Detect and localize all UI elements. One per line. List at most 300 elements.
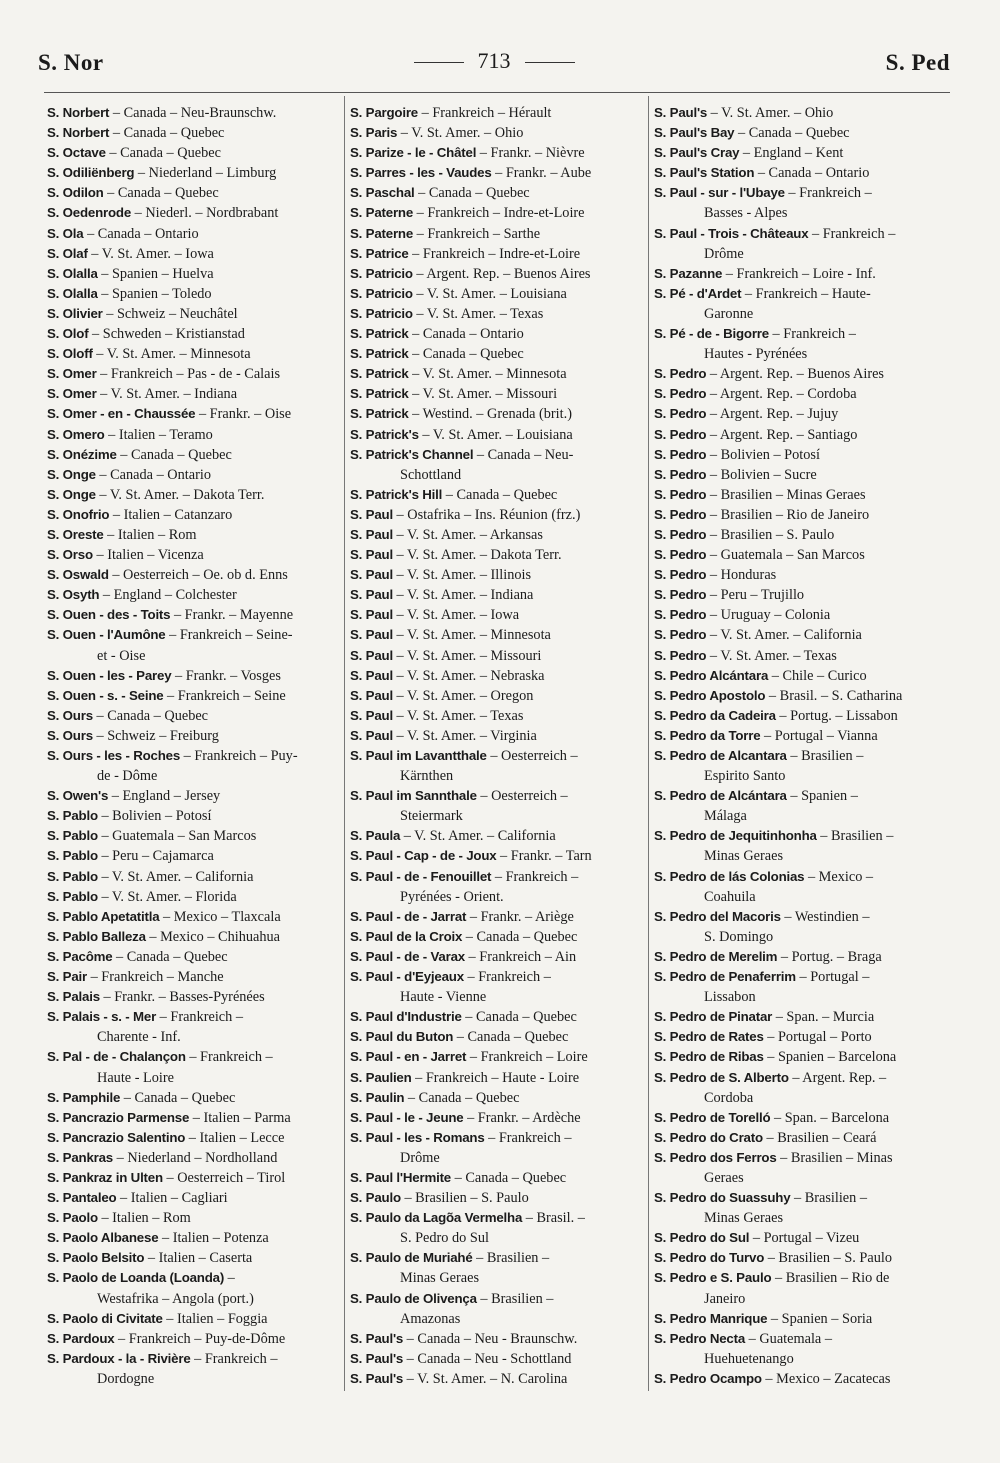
entry-place-name: S. Pé - d'Ardet (654, 285, 742, 301)
entry-location: – Italien – Teramo (104, 426, 213, 443)
entry-location: – Canada – Quebec (103, 185, 219, 202)
entry-place-name: S. Palais (47, 989, 100, 1005)
entry-place-name: S. Patrick (350, 326, 409, 342)
entry-place-name: S. Patrick's Hill (350, 486, 443, 502)
entry-place-name: S. Onofrio (47, 506, 110, 522)
entry-place-name: S. Paula (350, 828, 401, 844)
gazetteer-entry (350, 826, 642, 846)
gazetteer-entry (654, 1369, 952, 1389)
gazetteer-entry (350, 786, 642, 826)
entry-location: – Brasilien – (790, 1190, 868, 1207)
gazetteer-entry (47, 1228, 339, 1248)
gazetteer-entry (654, 1047, 952, 1067)
entry-place-name: S. Paul de la Croix (350, 928, 463, 944)
gazetteer-entry (47, 203, 339, 223)
entry-location: – Portugal – (795, 969, 870, 986)
gazetteer-entry (47, 686, 339, 706)
entry-place-name: S. Pedro de Alcántara (654, 788, 787, 804)
entry-location: – Canada – Quebec (109, 125, 225, 142)
entry-place-name: S. Pedro (654, 647, 707, 663)
entry-place-name: S. Paul (350, 607, 393, 623)
entry-place-name: S. Pedro (654, 607, 707, 623)
entry-place-name: S. Pedro de Jequitinhonha (654, 828, 817, 844)
entry-location: – Canada – Neu-Braunschw. (109, 105, 277, 121)
entry-place-name: S. Onge (47, 466, 96, 482)
entry-continuation: Steiermark (400, 808, 463, 825)
entry-place-name: S. Pazanne (654, 265, 723, 281)
gazetteer-entry (654, 686, 952, 706)
gazetteer-entry (47, 425, 339, 445)
entry-place-name: S. Pedro do Sul (654, 1230, 750, 1246)
gazetteer-entry (654, 1068, 952, 1108)
gazetteer-entry (654, 967, 952, 1007)
gazetteer-entry (47, 103, 339, 123)
entry-place-name: S. Ouen - s. - Seine (47, 687, 164, 703)
entry-location: – Oesterreich – (476, 788, 568, 805)
gazetteer-entry (47, 505, 339, 525)
gazetteer-entry (654, 625, 952, 645)
entry-place-name: S. Ola (47, 225, 84, 241)
entry-place-name: S. Patrick's Channel (350, 446, 474, 462)
entry-location: – Brasilien – Rio de (771, 1270, 890, 1287)
gazetteer-entry (654, 545, 952, 565)
entry-location: – Canada – Quebec (442, 486, 558, 503)
entry-location: – Canada – Quebec (408, 346, 524, 363)
entry-location: – Spanien – Toledo (97, 285, 212, 302)
entry-place-name: S. Oloff (47, 346, 93, 362)
gazetteer-entry (350, 1188, 642, 1208)
entry-location: – Canada – Quebec (116, 446, 232, 463)
entry-location: – Italien – Vicenza (92, 547, 204, 564)
entry-location: – Italien – Rom (97, 1210, 191, 1227)
gazetteer-entry (47, 364, 339, 384)
header-left-catchword: S. Nor (38, 50, 104, 75)
gazetteer-entry (350, 967, 642, 1007)
entry-continuation: Charente - Inf. (97, 1029, 181, 1046)
entry-place-name: S. Pancrazio Parmense (47, 1109, 190, 1125)
entry-continuation: Geraes (704, 1169, 744, 1186)
entry-place-name: S. Paul - de - Jarrat (350, 908, 467, 924)
entry-location: – Oesterreich – (486, 748, 578, 764)
entry-location: – Schweden – Kristianstad (88, 326, 245, 343)
gazetteer-entry (350, 1289, 642, 1329)
entry-location: – Argent. Rep. – Santiago (706, 426, 858, 443)
gazetteer-entry (350, 686, 642, 706)
gazetteer-entry (654, 505, 952, 525)
entry-place-name: S. Norbert (47, 105, 110, 120)
entry-place-name: S. Paul - d'Eyjeaux (350, 969, 464, 985)
entry-location: – Canada – Neu- (473, 446, 574, 463)
gazetteer-entry (654, 1027, 952, 1047)
entry-location: – England – Colchester (99, 587, 237, 604)
entry-place-name: S. Pankraz in Ulten (47, 1169, 163, 1185)
gazetteer-entry (350, 867, 642, 907)
entry-place-name: S. Paul im Sannthale (350, 788, 477, 804)
entry-continuation: Garonne (704, 305, 754, 322)
header-dash-right (525, 62, 575, 63)
entry-place-name: S. Pedro da Cadeira (654, 707, 776, 723)
entry-location: – Schweiz – Neuchâtel (102, 305, 238, 322)
entry-location: – Canada – Quebec (414, 185, 530, 202)
gazetteer-entry (350, 706, 642, 726)
gazetteer-entry (654, 465, 952, 485)
gazetteer-entry (47, 927, 339, 947)
entry-continuation: Pyrénées - Orient. (400, 888, 504, 905)
gazetteer-entry (350, 344, 642, 364)
gazetteer-entry (47, 625, 339, 665)
gazetteer-entry (654, 224, 952, 264)
gazetteer-entry (654, 1128, 952, 1148)
entry-location: – V. St. Amer. – Virginia (392, 727, 537, 744)
gazetteer-entry (47, 726, 339, 746)
entry-place-name: S. Owen's (47, 788, 109, 804)
entry-location: – Bolivien – Sucre (706, 466, 817, 483)
entry-place-name: S. Paris (350, 125, 398, 141)
entry-location: – Chile – Curico (768, 667, 867, 684)
gazetteer-entry (47, 1007, 339, 1047)
entry-place-name: S. Paulin (350, 1089, 405, 1105)
gazetteer-entry (47, 987, 339, 1007)
entry-location: – Frankr. – Aube (491, 165, 592, 182)
entry-location: – Bolivien – Potosí (97, 808, 212, 825)
gazetteer-entry (47, 1088, 339, 1108)
entry-place-name: S. Paulo de Muriahé (350, 1250, 473, 1266)
gazetteer-entry (654, 1108, 952, 1128)
entry-location: – Brasilien – S. Paulo (400, 1190, 529, 1207)
entry-location: – Bolivien – Potosí (706, 446, 820, 463)
entry-place-name: S. Pedro del Macoris (654, 908, 781, 924)
entry-place-name: S. Pedro de Pinatar (654, 1009, 773, 1025)
entry-continuation: Espirito Santo (704, 768, 786, 785)
gazetteer-entry (350, 1329, 642, 1349)
index-column-3 (654, 103, 952, 1389)
header-dash-left (414, 62, 464, 63)
entry-location: – Argent. Rep. – (788, 1069, 887, 1086)
gazetteer-entry (654, 163, 952, 183)
entry-place-name: S. Pedro (654, 366, 707, 382)
entry-place-name: S. Pedro de Alcantara (654, 748, 787, 763)
gazetteer-entry (350, 565, 642, 585)
entry-location: – Frankreich – (156, 1009, 244, 1026)
entry-location: – Italien – Rom (103, 526, 197, 543)
entry-place-name: S. Pedro de Rates (654, 1029, 764, 1045)
entry-location: – Canada – Quebec (451, 1169, 567, 1186)
gazetteer-entry (47, 706, 339, 726)
gazetteer-entry (350, 183, 642, 203)
entry-place-name: S. Paul's (654, 105, 708, 120)
entry-location: – Portug. – Lissabon (775, 707, 898, 724)
gazetteer-entry (350, 505, 642, 525)
entry-location: – Canada – Quebec (461, 1009, 577, 1026)
entry-location: – Frankreich – Haute - Loire (411, 1069, 580, 1086)
gazetteer-entry (350, 1007, 642, 1027)
gazetteer-entry (654, 1248, 952, 1268)
gazetteer-entry (350, 927, 642, 947)
gazetteer-entry (47, 525, 339, 545)
gazetteer-entry (654, 425, 952, 445)
gazetteer-entry (47, 806, 339, 826)
gazetteer-entry (350, 485, 642, 505)
entry-place-name: S. Paterne (350, 205, 414, 221)
gazetteer-entry (350, 425, 642, 445)
entry-place-name: S. Pedro (654, 547, 707, 563)
gazetteer-entry (47, 183, 339, 203)
entry-location: – Portugal – Vizeu (749, 1230, 860, 1247)
entry-place-name: S. Paulo da Lagõa Vermelha (350, 1210, 523, 1226)
entry-place-name: S. Pablo (47, 848, 98, 864)
gazetteer-entry (350, 284, 642, 304)
gazetteer-entry (350, 244, 642, 264)
entry-place-name: S. Pedro (654, 446, 707, 462)
entry-place-name: S. Pablo (47, 828, 98, 844)
entry-location: – Frankreich – Hérault (418, 105, 552, 121)
entry-location: – V. St. Amer. – Iowa (87, 245, 214, 262)
entry-continuation: Kärnthen (400, 768, 454, 785)
entry-place-name: S. Pablo (47, 808, 98, 824)
entry-continuation: Hautes - Pyrénées (704, 346, 808, 363)
gazetteer-entry (47, 143, 339, 163)
gazetteer-entry (654, 284, 952, 324)
entry-location: – V. St. Amer. – Nebraska (392, 667, 545, 684)
entry-continuation: Coahuila (704, 888, 756, 905)
gazetteer-entry (654, 525, 952, 545)
entry-place-name: S. Parize - le - Châtel (350, 145, 477, 161)
entry-continuation: Lissabon (704, 989, 756, 1006)
gazetteer-entry (350, 445, 642, 485)
entry-place-name: S. Ours - les - Roches (47, 748, 181, 763)
entry-location: – Canada – Quebec (92, 707, 209, 724)
entry-continuation: Schottland (400, 466, 462, 483)
entry-place-name: S. Parres - les - Vaudes (350, 165, 492, 181)
entry-location: – Canada – Quebec (112, 948, 228, 965)
entry-place-name: S. Paul (350, 587, 393, 603)
entry-place-name: S. Pantaleo (47, 1190, 117, 1206)
entry-place-name: S. Patricio (350, 305, 413, 321)
entry-place-name: S. Pedro (654, 486, 707, 502)
entry-location: – Mexico – Chihuahua (145, 928, 280, 945)
entry-location: – V. St. Amer. – Missouri (392, 647, 542, 664)
entry-place-name: S. Pedro de Merelim (654, 948, 778, 964)
gazetteer-entry (654, 384, 952, 404)
entry-place-name: S. Pedro (654, 627, 707, 643)
gazetteer-entry (47, 1168, 339, 1188)
entry-place-name: S. Pedro (654, 506, 707, 522)
entry-location: – V. St. Amer. – Oregon (392, 687, 534, 704)
entry-location: – Brasilien – Rio de Janeiro (706, 506, 870, 523)
gazetteer-entry (654, 123, 952, 143)
gazetteer-entry (350, 1108, 642, 1128)
gazetteer-entry (350, 224, 642, 244)
entry-location: – Guatemala – San Marcos (97, 828, 257, 845)
entry-location: – Italien – Parma (189, 1109, 291, 1126)
gazetteer-entry (654, 1228, 952, 1248)
entry-location: – V. St. Amer. – Texas (392, 707, 524, 724)
entry-place-name: S. Pancrazio Salentino (47, 1129, 186, 1145)
entry-location: – Brasilien – Minas Geraes (706, 486, 866, 503)
entry-location: – Canada – Neu - Schottland (403, 1350, 572, 1367)
entry-place-name: S. Palais - s. - Mer (47, 1009, 157, 1025)
entry-location: – V. St. Amer. – Texas (706, 647, 837, 664)
entry-place-name: S. Oreste (47, 526, 104, 542)
entry-place-name: S. Omer (47, 386, 97, 402)
gazetteer-entry (47, 1268, 339, 1308)
entry-place-name: S. Paul (350, 667, 393, 683)
entry-location: – Canada – Quebec (734, 125, 850, 142)
entry-place-name: S. Pacôme (47, 948, 113, 964)
entry-location: – Canada – Ontario (408, 326, 524, 343)
entry-place-name: S. Paulo de Olivença (350, 1290, 477, 1306)
entry-location: – V. St. Amer. – Dakota Terr. (95, 486, 265, 503)
gazetteer-entry (350, 525, 642, 545)
entry-location: – Canada – Quebec (105, 145, 221, 162)
entry-place-name: S. Pal - de - Chalançon (47, 1049, 186, 1065)
entry-place-name: S. Pamphile (47, 1089, 121, 1105)
gazetteer-entry (47, 605, 339, 625)
gazetteer-entry (47, 565, 339, 585)
gazetteer-entry (654, 1309, 952, 1329)
gazetteer-entry (47, 887, 339, 907)
entry-place-name: S. Octave (47, 145, 106, 161)
gazetteer-entry (47, 1188, 339, 1208)
gazetteer-entry (47, 1108, 339, 1128)
entry-place-name: S. Pablo Apetatitla (47, 908, 160, 924)
gazetteer-entry (350, 304, 642, 324)
entry-place-name: S. Paolo di Civitate (47, 1310, 163, 1326)
entry-place-name: S. Paul (350, 547, 393, 563)
entry-continuation: Drôme (400, 1149, 440, 1166)
entry-location: – Brasilien – (786, 748, 864, 764)
gazetteer-entry (654, 565, 952, 585)
entry-location: – Frankreich – Ain (464, 948, 577, 965)
entry-place-name: S. Oswald (47, 567, 109, 583)
header-right-catchword: S. Ped (885, 50, 950, 75)
gazetteer-entry (654, 1188, 952, 1228)
gazetteer-entry (350, 384, 642, 404)
gazetteer-entry (350, 646, 642, 666)
entry-location: – Canada – Ontario (95, 466, 211, 483)
gazetteer-entry (47, 384, 339, 404)
gazetteer-entry (47, 244, 339, 264)
gazetteer-entry (47, 304, 339, 324)
entry-location: – Guatemala – San Marcos (706, 547, 865, 564)
gazetteer-entry (654, 324, 952, 364)
entry-location: – Schweiz – Freiburg (92, 727, 219, 744)
entry-place-name: S. Pedro de S. Alberto (654, 1069, 789, 1085)
entry-location: – Frankreich – (808, 225, 896, 242)
entry-place-name: S. Onézime (47, 446, 117, 462)
gazetteer-entry (350, 1349, 642, 1369)
entry-location: – Frankreich – Indre-et-Loire (408, 245, 581, 262)
entry-place-name: S. Norbert (47, 125, 110, 141)
entry-place-name: S. Paul's Bay (654, 125, 735, 141)
entry-place-name: S. Pedro dos Ferros (654, 1149, 777, 1165)
entry-location: – Canada – Quebec (462, 928, 578, 945)
entry-place-name: S. Patrick (350, 366, 409, 382)
entry-place-name: S. Pedro (654, 406, 707, 422)
gazetteer-entry (47, 324, 339, 344)
entry-place-name: S. Paulo (350, 1190, 401, 1206)
entry-location: – Frankr. – Oise (195, 406, 292, 423)
entry-continuation: Haute - Loire (97, 1069, 175, 1086)
entry-place-name: S. Paschal (350, 185, 415, 201)
entry-location: – Frankreich – (491, 868, 579, 885)
entry-place-name: S. Orso (47, 547, 93, 563)
gazetteer-entry (654, 264, 952, 284)
entry-place-name: S. Pedro Ocampo (654, 1370, 762, 1386)
gazetteer-entry (47, 1309, 339, 1329)
gazetteer-entry (350, 203, 642, 223)
entry-place-name: S. Patrick (350, 346, 409, 362)
entry-place-name: S. Pedro de lás Colonias (654, 868, 805, 884)
entry-continuation: et - Oise (97, 647, 146, 664)
entry-location: – England – Kent (739, 145, 844, 162)
gazetteer-entry (47, 445, 339, 465)
entry-continuation: Haute - Vienne (400, 989, 487, 1006)
entry-place-name: S. Pedro Apostolo (654, 687, 766, 703)
gazetteer-entry (47, 1248, 339, 1268)
entry-place-name: S. Paolo Belsito (47, 1250, 145, 1266)
gazetteer-entry (47, 786, 339, 806)
gazetteer-entry (47, 746, 339, 786)
entry-location: – Brasilien – S. Paulo (764, 1250, 893, 1267)
gazetteer-entry (654, 1007, 952, 1027)
gazetteer-entry (350, 1047, 642, 1067)
entry-location: – Oesterreich – Oe. ob d. Enns (108, 567, 288, 584)
entry-location: – Canada – Neu - Braunschw. (403, 1330, 578, 1347)
entry-location: – Peru – Cajamarca (97, 848, 214, 865)
entry-location: – Brasilien – (816, 828, 894, 845)
entry-location: – Frankreich – Haute- (741, 285, 871, 302)
entry-place-name: S. Pedro de Torelló (654, 1109, 771, 1125)
entry-location: – Mexico – Zacatecas (761, 1370, 891, 1387)
gazetteer-entry (350, 545, 642, 565)
entry-location: – Brasilien – S. Paulo (706, 526, 835, 543)
gazetteer-entry (350, 746, 642, 786)
entry-place-name: S. Pedro Alcántara (654, 667, 769, 683)
entry-location: – Spanien – Barcelona (763, 1049, 897, 1066)
entry-location: – Brasilien – Minas (776, 1149, 893, 1166)
entry-location: – Oesterreich – Tirol (162, 1169, 286, 1186)
entry-place-name: S. Ouen - des - Toits (47, 607, 171, 623)
gazetteer-entry (47, 907, 339, 927)
entry-location: – V. St. Amer. – Indiana (392, 587, 534, 604)
entry-place-name: S. Pedro do Suassuhy (654, 1190, 791, 1206)
entry-place-name: S. Paul du Buton (350, 1029, 454, 1045)
gazetteer-entry (350, 1208, 642, 1248)
entry-place-name: S. Paul l'Hermite (350, 1169, 452, 1185)
gazetteer-entry (350, 585, 642, 605)
entry-continuation: de - Dôme (97, 768, 158, 785)
entry-place-name: S. Pedro de Penaferrim (654, 969, 796, 985)
entry-continuation: S. Pedro do Sul (400, 1230, 489, 1247)
entry-location: – Italien – Lecce (185, 1129, 285, 1146)
entry-place-name: S. Ours (47, 707, 93, 723)
gazetteer-entry (47, 1047, 339, 1087)
gazetteer-entry (654, 726, 952, 746)
entry-place-name: S. Patrick (350, 406, 409, 422)
entry-location: – Frankreich – Seine (163, 687, 286, 704)
entry-place-name: S. Pardoux - la - Rivière (47, 1350, 191, 1366)
entry-place-name: S. Pablo (47, 868, 98, 884)
gazetteer-entry (47, 485, 339, 505)
entry-place-name: S. Pedro de Ribas (654, 1049, 764, 1065)
entry-location: – Frankr. – Tarn (496, 848, 592, 865)
entry-location: – Frankreich – Loire (466, 1049, 588, 1066)
entry-location: – Frankreich – Loire - Inf. (722, 265, 876, 282)
entry-location: – Frankr. – Basses-Pyrénées (99, 989, 265, 1006)
entry-location: – Frankreich – Pas - de - Calais (96, 366, 281, 383)
entry-place-name: S. Omer (47, 366, 97, 382)
